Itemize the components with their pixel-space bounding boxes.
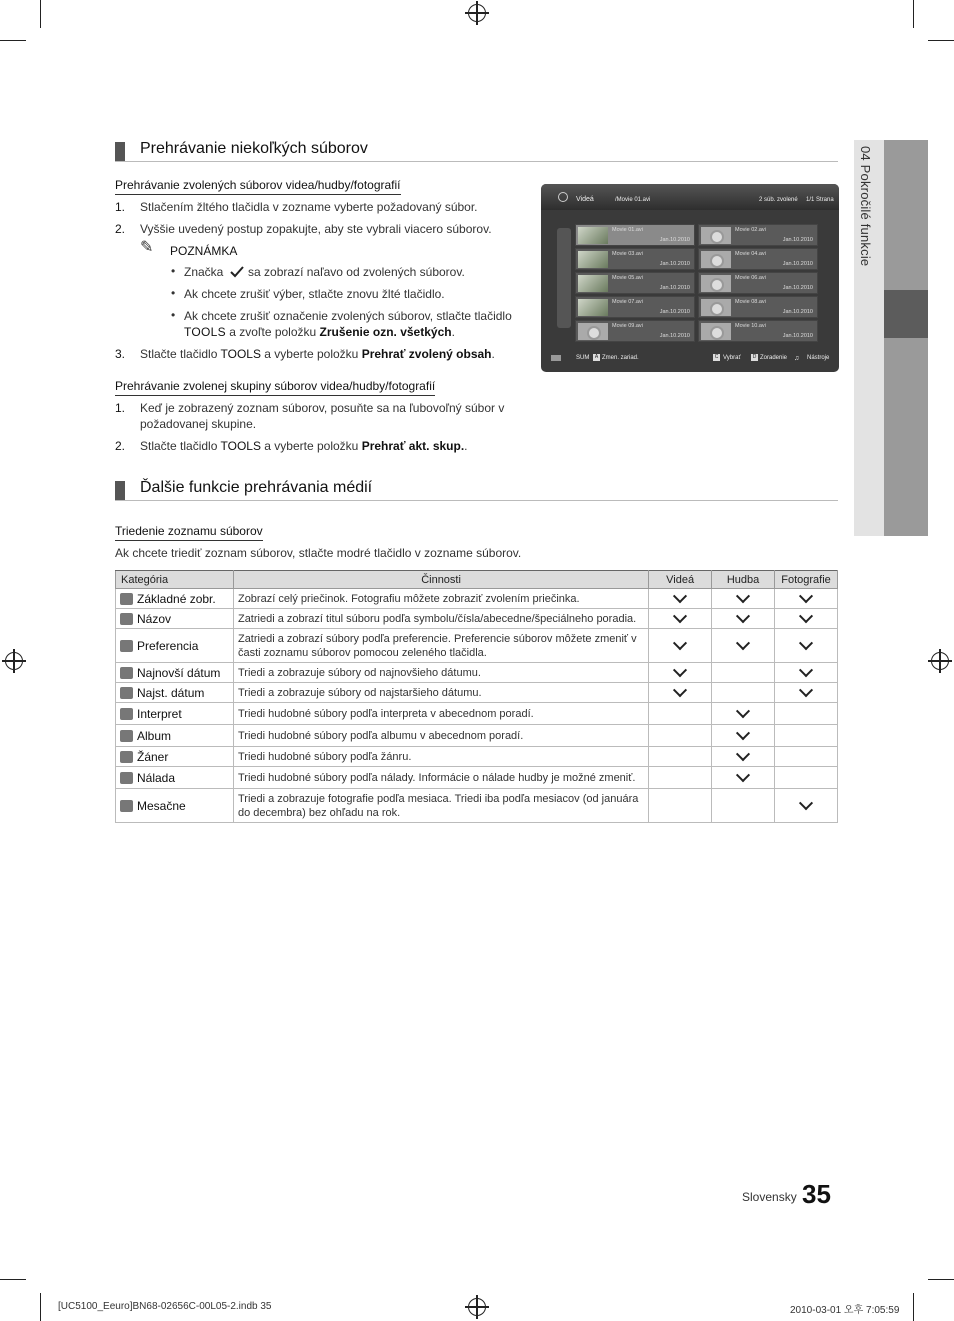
col-header: Hudba (712, 571, 775, 589)
tv-change-device: Zmen. zariad. (602, 355, 639, 361)
section-title: Ďalšie funkcie prehrávania médií (140, 479, 373, 496)
registration-mark-icon (468, 1298, 486, 1316)
crop-mark (913, 0, 914, 28)
film-reel-icon (710, 302, 724, 316)
file-date: Jan.10.2010 (659, 237, 690, 243)
col-header: Činnosti (233, 571, 648, 589)
table-row (116, 725, 838, 747)
file-name: Movie 10.avi (735, 323, 766, 329)
checkmark-icon (230, 266, 242, 278)
tv-file-item[interactable] (575, 248, 695, 270)
tv-btn-sort: Zoradenie (760, 355, 788, 361)
step-number: 1. (115, 200, 126, 214)
section-heading-1 (115, 140, 838, 162)
heading-bar (115, 142, 125, 161)
mark-cell (712, 683, 775, 703)
button-c-icon: C (714, 354, 719, 360)
thumbnail (701, 275, 731, 292)
mark-cell (775, 747, 838, 767)
crop-mark (913, 1293, 914, 1321)
file-date: Jan.10.2010 (659, 309, 690, 315)
print-slug-right: 2010-03-01 오후 7:05:59 (790, 1305, 900, 1316)
check-icon (799, 609, 813, 623)
punct: . (491, 347, 495, 361)
mark-cell (712, 767, 775, 789)
mark-cell (712, 703, 775, 725)
menu-item-label: Zrušenie ozn. všetkých (319, 325, 452, 339)
file-date: Jan.10.2010 (659, 285, 690, 291)
thumbnail (578, 275, 608, 292)
page-number: 35 (802, 1179, 831, 1209)
note-text: Ak chcete zrušiť výber, stlačte znovu žlté tlačidlo. (184, 287, 445, 301)
description-cell: Triedi hudobné súbory podľa interpreta v abecednom poradí. (233, 703, 648, 725)
mark-cell (649, 683, 712, 703)
file-date: Jan.10.2010 (782, 333, 813, 339)
registration-mark-icon (931, 652, 949, 670)
mark-cell (712, 747, 775, 767)
category-icon (120, 613, 133, 625)
category-cell (116, 609, 234, 629)
mark-cell (775, 683, 838, 703)
category-cell (116, 663, 234, 683)
mark-cell (775, 725, 838, 747)
heading-bar (115, 481, 125, 500)
side-tab-dark (884, 140, 928, 536)
mark-cell (649, 789, 712, 823)
check-icon (673, 636, 687, 650)
step-text (140, 438, 468, 454)
file-name: Movie 05.avi (612, 275, 643, 281)
category-icon (120, 667, 133, 679)
step-text: Stlačením žltého tlačidla v zozname vyberte požadovaný súbor. (140, 200, 478, 214)
punct: . (451, 325, 455, 339)
thumbnail (578, 227, 608, 244)
subheading: Prehrávanie zvolených súborov videa/hudby/fotografií (115, 178, 401, 195)
step-text: Vyššie uvedený postup zopakujte, aby ste vybrali viacero súborov. (140, 222, 492, 236)
category-icon (120, 751, 133, 763)
table-row (116, 629, 838, 663)
intro-text: Ak chcete triediť zoznam súborov, stlačte modré tlačidlo v zozname súborov. (115, 546, 522, 560)
file-name: Movie 01.avi (612, 227, 643, 233)
thumbnail (701, 227, 731, 244)
file-date: Jan.10.2010 (782, 285, 813, 291)
category-label: Žáner (137, 749, 169, 764)
tv-title: Videá (576, 196, 594, 203)
category-icon (120, 640, 133, 652)
category-label: Najst. dátum (137, 685, 205, 700)
mark-cell (775, 703, 838, 725)
step-line: Keď je zobrazený zoznam súborov, posuňte sa na ľubovoľný súbor v (140, 401, 505, 415)
punct: . (464, 439, 468, 453)
file-name: Movie 02.avi (735, 227, 766, 233)
mark-cell (712, 589, 775, 609)
step-number: 2. (115, 222, 126, 236)
crop-mark (928, 40, 954, 41)
button-d-icon: D (752, 354, 757, 360)
thumbnail (578, 251, 608, 268)
file-name: Movie 04.avi (735, 251, 766, 257)
description-cell: Zobrazí celý priečinok. Fotografiu môžete zobraziť zvolením priečinka. (233, 589, 648, 609)
step-number: 1. (115, 401, 126, 415)
file-name: Movie 03.avi (612, 251, 643, 257)
tools-icon: ♫ (794, 355, 800, 362)
menu-item-label: Prehrať zvolený obsah (361, 347, 492, 361)
step-text-mid: a vyberte položku (260, 347, 362, 361)
table-row (116, 663, 838, 683)
tv-file-item[interactable] (698, 320, 818, 342)
step-number: 3. (115, 347, 126, 361)
table-row (116, 767, 838, 789)
tv-file-item[interactable] (575, 296, 695, 318)
category-icon (120, 730, 133, 742)
tv-btn-select: Vybrať (723, 355, 741, 361)
category-icon (120, 593, 133, 605)
check-icon (736, 726, 750, 740)
mark-cell (649, 629, 712, 663)
step-text (140, 400, 504, 432)
tv-file-item[interactable] (698, 224, 818, 246)
check-icon (736, 589, 750, 603)
crop-mark (40, 0, 41, 28)
check-icon (799, 663, 813, 677)
mark-cell (775, 767, 838, 789)
tools-label: TOOLS (220, 439, 261, 453)
file-name: Movie 09.avi (612, 323, 643, 329)
category-label: Mesačne (137, 798, 186, 813)
description-cell: Zatriedi a zobrazí titul súboru podľa symbolu/čísla/abecedne/špeciálneho poradia. (233, 609, 648, 629)
file-name: Movie 07.avi (612, 299, 643, 305)
registration-mark-icon (468, 4, 486, 22)
tv-path: /Movie 01.avi (615, 197, 651, 203)
category-label: Album (137, 728, 172, 743)
table-row (116, 703, 838, 725)
film-reel-icon (587, 326, 601, 340)
table-row (116, 789, 838, 823)
file-date: Jan.10.2010 (782, 237, 813, 243)
file-date: Jan.10.2010 (659, 261, 690, 267)
section-title: Prehrávanie niekoľkých súborov (140, 140, 368, 157)
menu-item-label: Prehrať akt. skup. (361, 439, 465, 453)
description-cell: Triedi a zobrazuje fotografie podľa mesiaca. Triedi iba podľa mesiacov (od januára do decembra) bez ohľadu na rok. (233, 789, 648, 823)
description-cell: Triedi a zobrazuje súbory od najstaršieho dátumu. (233, 683, 648, 703)
table-row (116, 683, 838, 703)
category-label: Preferencia (137, 638, 199, 653)
description-cell: Triedi a zobrazuje súbory od najnovšieho dátumu. (233, 663, 648, 683)
mark-cell (775, 609, 838, 629)
category-icon (120, 687, 133, 699)
film-reel-icon (710, 326, 724, 340)
mark-cell (775, 663, 838, 683)
tv-btn-tools: Nástroje (807, 355, 830, 361)
mark-cell (712, 663, 775, 683)
film-reel-icon (710, 278, 724, 292)
thumbnail (578, 323, 608, 340)
mark-cell (649, 703, 712, 725)
file-name: Movie 08.avi (735, 299, 766, 305)
sort-table (115, 570, 838, 823)
mark-cell (775, 789, 838, 823)
check-icon (736, 768, 750, 782)
check-icon (673, 683, 687, 697)
mark-cell (649, 663, 712, 683)
check-icon (799, 683, 813, 697)
tv-screenshot (541, 184, 839, 372)
registration-mark-icon (5, 652, 23, 670)
check-icon (673, 589, 687, 603)
mark-cell (712, 629, 775, 663)
description-cell: Zatriedi a zobrazí súbory podľa preferencie. Preferencie súborov môžete zmeniť v časti zoznamu súborov pomocou zeleného tlačidla. (233, 629, 648, 663)
step-text-a: Stlačte tlačidlo (140, 439, 221, 453)
table-row (116, 589, 838, 609)
check-icon (799, 796, 813, 810)
step-text-mid: a vyberte položku (260, 439, 362, 453)
tv-file-item[interactable] (698, 272, 818, 294)
sum-icon (551, 355, 561, 361)
category-label: Interpret (137, 706, 182, 721)
check-icon (799, 636, 813, 650)
note-text-a: Ak chcete zrušiť označenie zvolených súborov, stlačte tlačidlo (184, 309, 512, 323)
tv-file-item[interactable] (698, 296, 818, 318)
category-cell (116, 725, 234, 747)
category-cell (116, 747, 234, 767)
tv-file-item[interactable] (575, 224, 695, 246)
check-icon (799, 589, 813, 603)
mark-cell (712, 725, 775, 747)
category-cell (116, 789, 234, 823)
table-header-row (116, 571, 838, 589)
category-cell (116, 683, 234, 703)
file-date: Jan.10.2010 (782, 309, 813, 315)
step-number: 2. (115, 439, 126, 453)
video-icon (558, 192, 568, 202)
note-text (184, 308, 524, 340)
note-label: POZNÁMKA (170, 244, 238, 258)
category-icon (120, 772, 133, 784)
check-icon (736, 747, 750, 761)
col-header: Kategória (116, 571, 234, 589)
note-text (184, 264, 465, 280)
subheading: Prehrávanie zvolenej skupiny súborov videa/hudby/fotografií (115, 379, 435, 396)
category-label: Názov (137, 611, 172, 626)
bullet-icon: • (171, 308, 176, 322)
category-cell (116, 629, 234, 663)
crop-mark (0, 1279, 26, 1280)
crop-mark (928, 1279, 954, 1280)
category-label: Základné zobr. (137, 591, 216, 606)
tv-file-grid (575, 224, 831, 344)
chapter-label: 04 Pokročilé funkcie (858, 146, 873, 267)
category-cell (116, 767, 234, 789)
tools-label: TOOLS (220, 347, 261, 361)
col-header: Videá (649, 571, 712, 589)
mark-cell (712, 609, 775, 629)
mark-cell (712, 789, 775, 823)
file-date: Jan.10.2010 (659, 333, 690, 339)
thumbnail (701, 251, 731, 268)
check-icon (736, 636, 750, 650)
description-cell: Triedi hudobné súbory podľa žánru. (233, 747, 648, 767)
tv-category-bar (557, 228, 571, 328)
tv-status: 2 súb. zvolené (759, 197, 798, 203)
thumbnail (701, 323, 731, 340)
file-name: Movie 06.avi (735, 275, 766, 281)
file-date: Jan.10.2010 (782, 261, 813, 267)
mark-cell (775, 589, 838, 609)
category-icon (120, 800, 133, 812)
check-icon (673, 663, 687, 677)
thumbnail (701, 299, 731, 316)
note-text-mid: a zvoľte položku (225, 325, 320, 339)
tv-file-item[interactable] (698, 248, 818, 270)
mark-cell (649, 725, 712, 747)
description-cell: Triedi hudobné súbory podľa nálady. Informácie o nálade hudby je možné zmeniť. (233, 767, 648, 789)
thumbnail (578, 299, 608, 316)
category-cell (116, 589, 234, 609)
col-header: Fotografie (775, 571, 838, 589)
tv-file-item[interactable] (575, 272, 695, 294)
check-icon (736, 704, 750, 718)
tv-sum: SUM (576, 355, 590, 361)
note-text-b: sa zobrazí naľavo od zvolených súborov. (248, 265, 465, 279)
table-row (116, 609, 838, 629)
subheading: Triedenie zoznamu súborov (115, 524, 263, 541)
mark-cell (649, 767, 712, 789)
bullet-icon: • (171, 264, 176, 278)
film-reel-icon (710, 254, 724, 268)
table-row (116, 747, 838, 767)
category-icon (120, 708, 133, 720)
side-tab-marker (884, 290, 928, 338)
mark-cell (649, 609, 712, 629)
crop-mark (0, 40, 26, 41)
crop-mark (40, 1293, 41, 1321)
step-text (140, 346, 495, 362)
tv-page: 1/1 Strana (806, 197, 834, 203)
note-pencil-icon: ✎ (140, 239, 154, 256)
category-label: Najnovší dátum (137, 665, 221, 680)
bullet-icon: • (171, 286, 176, 300)
film-reel-icon (710, 230, 724, 244)
step-text-a: Stlačte tlačidlo (140, 347, 221, 361)
tv-file-item[interactable] (575, 320, 695, 342)
category-label: Nálada (137, 770, 176, 785)
mark-cell (649, 589, 712, 609)
note-text-a: Značka (184, 265, 224, 279)
check-icon (673, 609, 687, 623)
category-cell (116, 703, 234, 725)
section-heading-2 (115, 479, 838, 501)
print-slug-left: [UC5100_Eeuro]BN68-02656C-00L05-2.indb 35 (58, 1301, 272, 1312)
button-a-icon: A (594, 354, 599, 360)
check-icon (736, 609, 750, 623)
mark-cell (649, 747, 712, 767)
mark-cell (775, 629, 838, 663)
tv-footer (551, 352, 831, 366)
table-body (116, 589, 838, 823)
tools-label: TOOLS (184, 325, 226, 339)
description-cell: Triedi hudobné súbory podľa albumu v abecednom poradí. (233, 725, 648, 747)
step-line: požadovanej skupine. (140, 417, 257, 431)
footer-language: Slovensky (742, 1190, 797, 1204)
